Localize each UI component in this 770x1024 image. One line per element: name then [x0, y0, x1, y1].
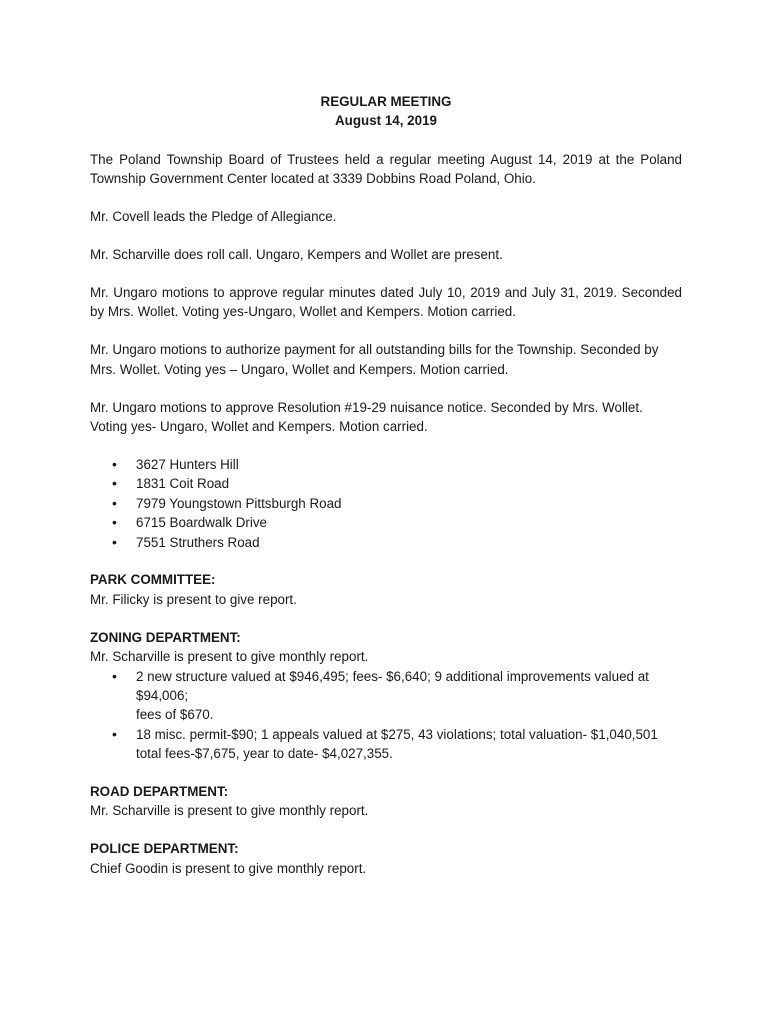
zoning-report-item — [136, 667, 682, 725]
pledge-paragraph: Mr. Covell leads the Pledge of Allegiance. — [90, 209, 337, 225]
road-department-body: Mr. Scharville is present to give monthly report. — [90, 803, 369, 819]
list-item: • 1831 Coit Road — [136, 474, 682, 493]
road-department-heading: ROAD DEPARTMENT: — [90, 784, 229, 800]
list-item: • 7979 Youngstown Pittsburgh Road — [136, 494, 682, 513]
meeting-date: August 14, 2019 — [335, 113, 437, 129]
park-committee-body: Mr. Filicky is present to give report. — [90, 591, 297, 607]
list-item: • 7551 Struthers Road — [136, 533, 682, 552]
zoning-item-line: fees of $670. — [136, 707, 214, 723]
zoning-report-list — [90, 667, 682, 764]
address-list — [90, 455, 682, 552]
police-department-heading: POLICE DEPARTMENT: — [90, 841, 239, 857]
zoning-department-body: Mr. Scharville is present to give monthly report. — [90, 649, 369, 665]
list-item: • 6715 Boardwalk Drive — [136, 513, 682, 532]
document-page — [90, 92, 682, 897]
minutes-motion-paragraph: Mr. Ungaro motions to approve regular minutes dated July 10, 2019 and July 31, 2019. Seconded by Mrs. Wollet. Voting yes-Ungaro, Wollet and Kempers. Motion carried. — [90, 284, 682, 320]
zoning-report-item: • 18 misc. permit-$90; 1 appeals valued at $275, 43 violations; total valuation- $1,040,501 total fees-$7,675, year to date- $4,027,355. — [136, 725, 682, 764]
resolution-motion-paragraph: Mr. Ungaro motions to approve Resolution #19-29 nuisance notice. Seconded by Mrs. Wollet. Voting yes- Ungaro, Wollet and Kempers. Motion carried. — [90, 399, 643, 434]
intro-paragraph: The Poland Township Board of Trustees held a regular meeting August 14, 2019 at the Poland Township Government Center located at 3339 Dobbins Road Poland, Ohio. — [90, 151, 682, 187]
roll-call-paragraph: Mr. Scharville does roll call. Ungaro, Kempers and Wollet are present. — [90, 247, 503, 263]
bills-motion-paragraph: Mr. Ungaro motions to authorize payment for all outstanding bills for the Township. Seconded by Mrs. Wollet. Voting yes – Ungaro, Wollet and Kempers. Motion carried. — [90, 342, 659, 377]
police-department-body: Chief Goodin is present to give monthly report. — [90, 860, 367, 876]
meeting-title: REGULAR MEETING — [320, 94, 452, 109]
zoning-item-line: • 2 new structure valued at $946,495; fees- $6,640; 9 additional improvements valued at $94,006; — [136, 668, 649, 703]
park-committee-heading: PARK COMMITTEE: — [90, 572, 216, 588]
list-item: • 3627 Hunters Hill — [136, 455, 682, 474]
zoning-department-heading: ZONING DEPARTMENT: — [90, 629, 241, 645]
